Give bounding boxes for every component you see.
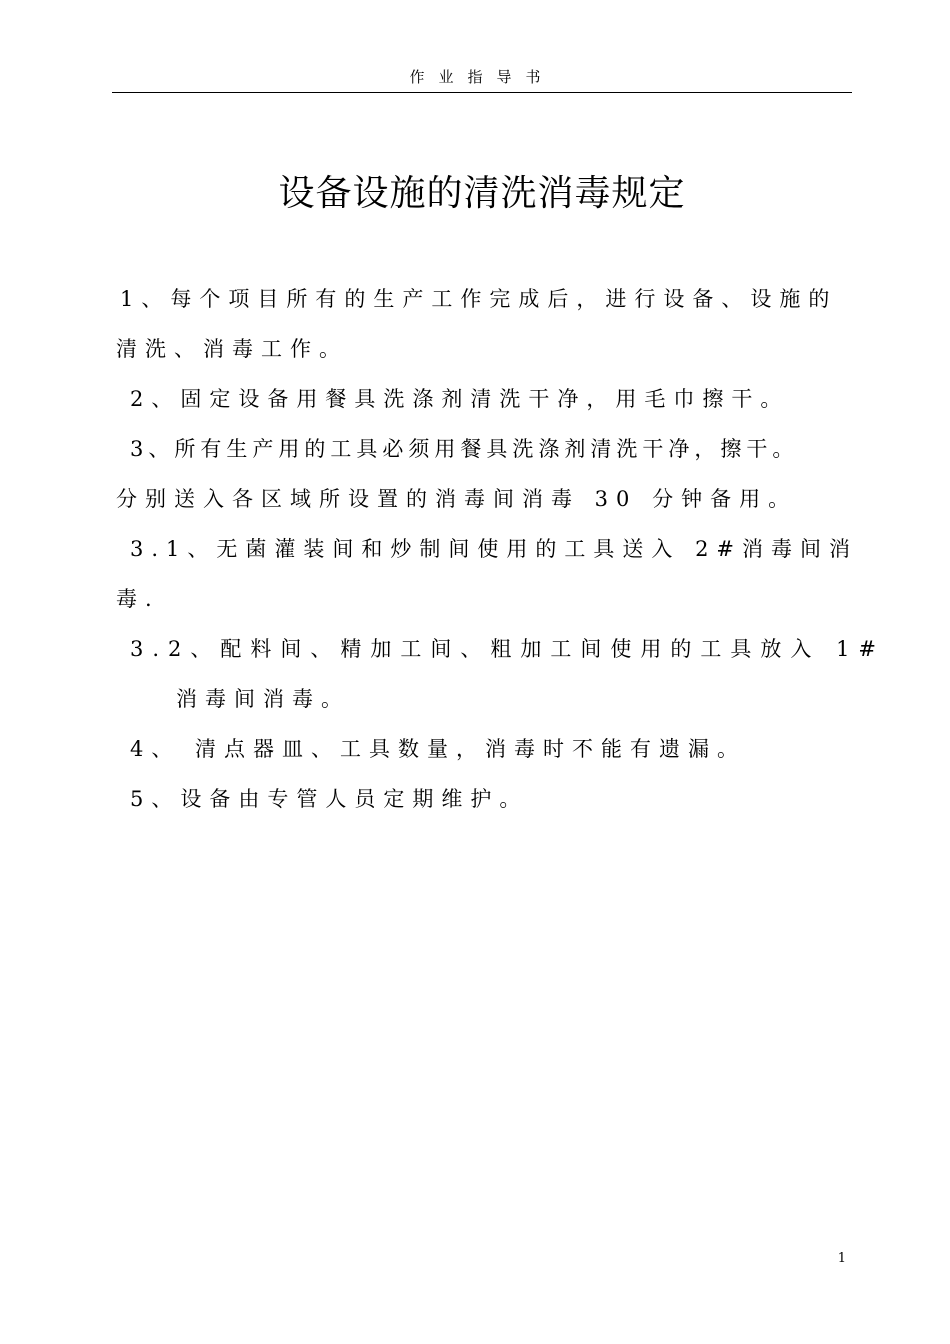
document-title: 设备设施的清洗消毒规定: [278, 173, 686, 214]
paragraph-line-6: 3.1、无菌灌装间和炒制间使用的工具送入 2#消毒间消: [130, 537, 859, 561]
paragraph-line-4: 3、所有生产用的工具必须用餐具洗涤剂清洗干净，擦干。: [130, 437, 799, 461]
paragraph-line-11: 5、设备由专管人员定期维护。: [130, 787, 529, 811]
header-divider: [112, 92, 852, 93]
paragraph-line-1: 1、每个项目所有的生产工作完成后，进行设备、设施的: [120, 287, 838, 311]
paragraph-line-8: 3.2、配料间、精加工间、粗加工间使用的工具放入 1#: [130, 637, 886, 661]
page-number: 1: [837, 1251, 846, 1266]
paragraph-line-5: 分别送入各区域所设置的消毒间消毒 30 分钟备用。: [116, 487, 798, 511]
paragraph-line-10: 4、 清点器皿、工具数量，消毒时不能有遗漏。: [130, 737, 747, 761]
paragraph-line-9: 消毒间消毒。: [176, 687, 350, 711]
paragraph-line-7: 毒.: [116, 587, 160, 611]
running-header: 作业指导书: [409, 68, 555, 86]
paragraph-line-2: 清洗、消毒工作。: [116, 337, 348, 361]
paragraph-line-3: 2、固定设备用餐具洗涤剂清洗干净，用毛巾擦干。: [130, 387, 790, 411]
